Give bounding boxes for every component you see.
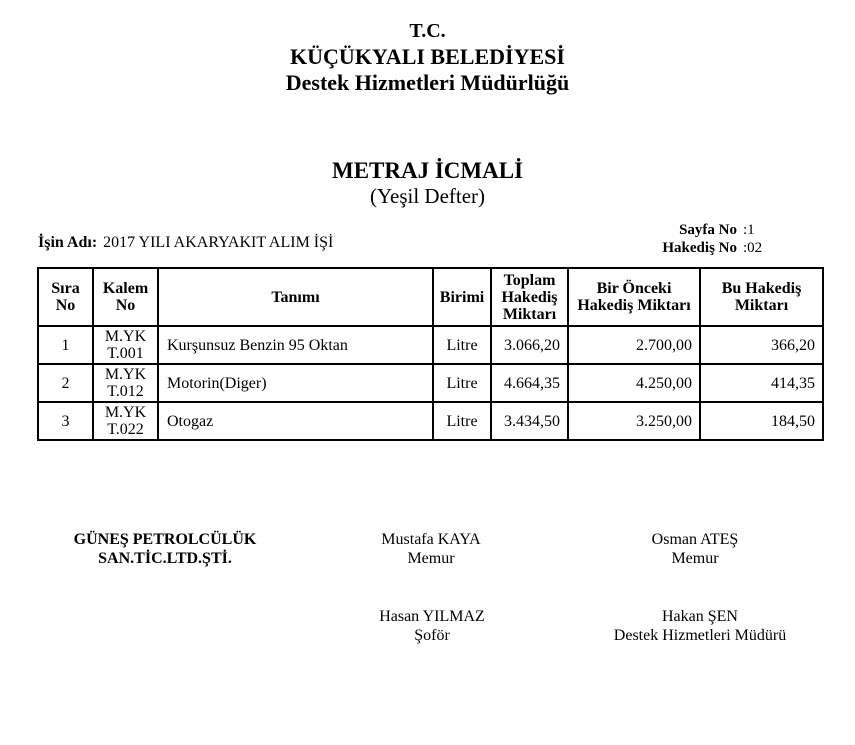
page-no-label: Sayfa No [679, 222, 737, 238]
job-name-value: 2017 YILI AKARYAKIT ALIM İŞİ [103, 234, 334, 251]
col-header-toplam-hakedis: Toplam Hakediş Miktarı [491, 268, 568, 326]
cell-toplam-hakedis: 3.066,20 [491, 326, 568, 364]
signature-company [35, 530, 295, 568]
job-name-label: İşin Adı: [38, 234, 98, 251]
doc-subtitle: (Yeşil Defter) [369, 184, 486, 208]
col-header-bu-hakedis: Bu Hakediş Miktarı [700, 268, 823, 326]
job-name-line [38, 234, 333, 252]
cell-birimi: Litre [433, 326, 491, 364]
cell-tanimi: Otogaz [158, 402, 433, 440]
hakedis-no-value: :02 [743, 239, 763, 256]
cell-kalem-no: M.YK T.022 [93, 402, 158, 440]
cell-toplam-hakedis: 3.434,50 [491, 402, 568, 440]
cell-bu-hakedis: 414,35 [700, 364, 823, 402]
cell-tanimi: Motorin(Diger) [158, 364, 433, 402]
cell-tanimi: Kurşunsuz Benzin 95 Oktan [158, 326, 433, 364]
page-meta [650, 222, 762, 257]
signature-name: Mustafa KAYA [381, 531, 481, 548]
cell-sira-no: 2 [38, 364, 93, 402]
signature-title: Memur [671, 550, 719, 567]
org-line-tc: T.C. [409, 20, 446, 42]
cell-kalem-no: M.YK T.001 [93, 326, 158, 364]
signature-name: Osman ATEŞ [651, 531, 739, 548]
page-no-row [650, 222, 762, 240]
cell-sira-no: 1 [38, 326, 93, 364]
signature-name: Hasan YILMAZ [379, 608, 485, 625]
signature-company-line1: GÜNEŞ PETROLCÜLÜK [73, 531, 257, 548]
cell-onceki-hakedis: 4.250,00 [568, 364, 700, 402]
signature-name: Hakan ŞEN [662, 608, 738, 625]
hakedis-no-label: Hakediş No [662, 239, 737, 256]
cell-kalem-no: M.YK T.012 [93, 364, 158, 402]
doc-title-block [0, 157, 855, 209]
col-header-onceki-hakedis: Bir Önceki Hakediş Miktarı [568, 268, 700, 326]
table-row [38, 364, 823, 402]
cell-bu-hakedis: 366,20 [700, 326, 823, 364]
page-no-value: :1 [743, 222, 755, 238]
col-header-birimi: Birimi [433, 268, 491, 326]
cell-toplam-hakedis: 4.664,35 [491, 364, 568, 402]
signature-title: Destek Hizmetleri Müdürü [613, 627, 787, 644]
signature-memur-1 [301, 530, 561, 568]
signature-title: Şoför [414, 627, 450, 644]
cell-sira-no: 3 [38, 402, 93, 440]
org-line-department: Destek Hizmetleri Müdürlüğü [285, 70, 570, 95]
org-line-municipality: KÜÇÜKYALI BELEDİYESİ [290, 44, 565, 69]
doc-title: METRAJ İCMALİ [331, 158, 524, 183]
metraj-table [37, 267, 824, 441]
signature-sofor [302, 607, 562, 645]
cell-onceki-hakedis: 3.250,00 [568, 402, 700, 440]
cell-birimi: Litre [433, 402, 491, 440]
table-row [38, 402, 823, 440]
signature-memur-2 [565, 530, 825, 568]
signature-company-line2: SAN.TİC.LTD.ŞTİ. [98, 550, 232, 567]
col-header-kalem-no: Kalem No [93, 268, 158, 326]
org-header [0, 18, 855, 96]
hakedis-no-row [650, 240, 762, 258]
table-row [38, 326, 823, 364]
signature-mudur [570, 607, 830, 645]
signature-title: Memur [407, 550, 455, 567]
cell-bu-hakedis: 184,50 [700, 402, 823, 440]
cell-onceki-hakedis: 2.700,00 [568, 326, 700, 364]
cell-birimi: Litre [433, 364, 491, 402]
col-header-tanimi: Tanımı [158, 268, 433, 326]
col-header-sira-no: Sıra No [38, 268, 93, 326]
table-header-row [38, 268, 823, 326]
